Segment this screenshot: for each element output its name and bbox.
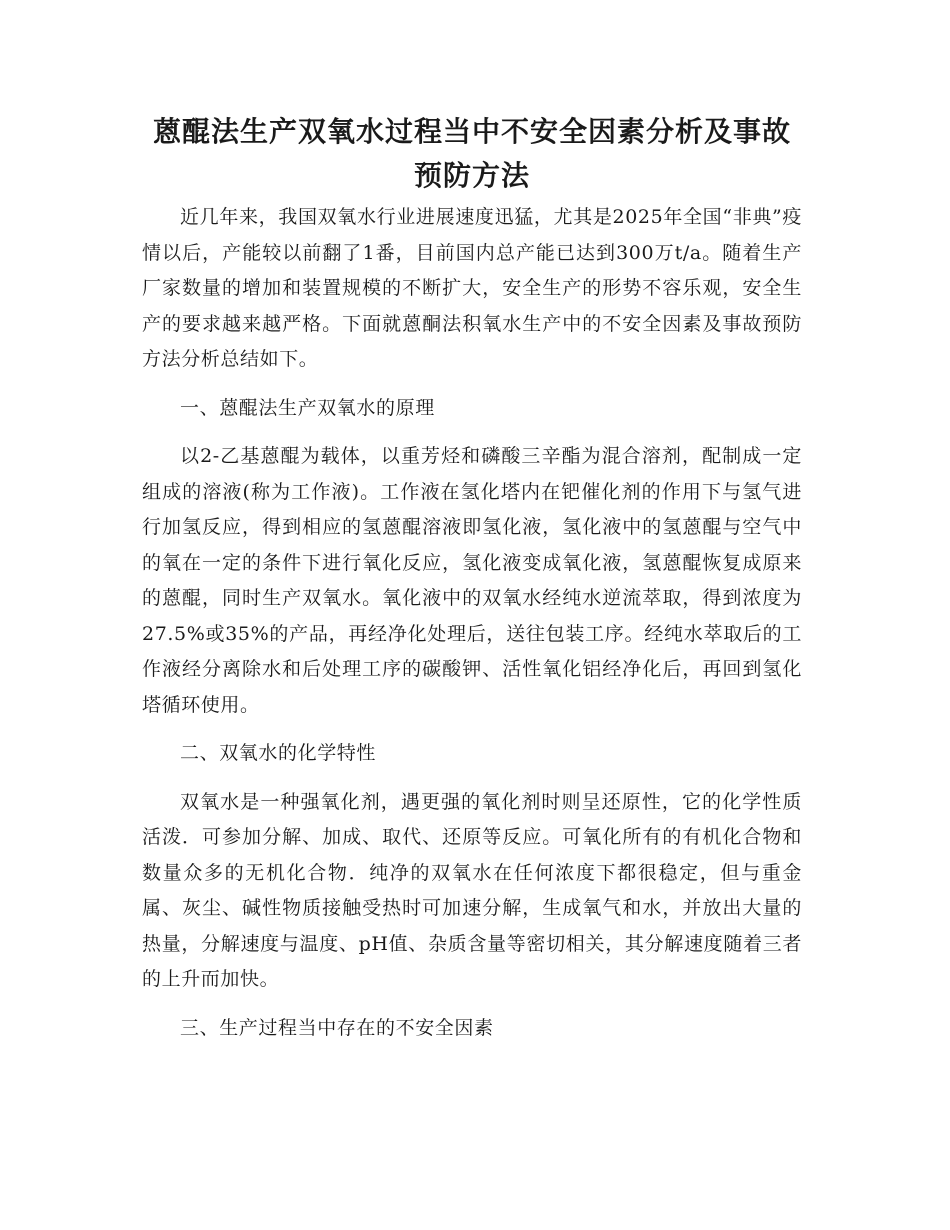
document-page bbox=[142, 110, 802, 1059]
section-heading-1: 一、蒽醌法生产双氧水的原理 bbox=[180, 396, 435, 419]
chemical-properties-paragraph: 双氧水是一种强氧化剂，遇更强的氧化剂时则呈还原性，它的化学性质活泼．可参加分解、加成、取代、还原等反应。可氧化所有的有机化合物和数量众多的无机化合物．纯净的双氧水在任何浓度下都很稳定，但与重金属、灰尘、碱性物质接触受热时可加速分解，生成氧气和水，并放出大量的热量，分解速度与温度、pH值、杂质含量等密切相关，其分解速度随着三者的上升而加快。 bbox=[142, 790, 802, 990]
intro-paragraph: 近几年来，我国双氧水行业进展速度迅猛，尤其是2025年全国“非典”疫情以后，产能较以前翻了1番，目前国内总产能已达到300万t/a。随着生产厂家数量的增加和装置规模的不断扩大，安全生产的形势不容乐观，安全生产的要求越来越严格。下面就蒽酮法积氧水生产中的不安全因素及事故预防方法分析总结如下。 bbox=[142, 206, 802, 370]
principle-paragraph: 以2-乙基蒽醌为载体，以重芳烃和磷酸三辛酯为混合溶剂，配制成一定组成的溶液(称为工作液)。工作液在氢化塔内在钯催化剂的作用下与氢气进行加氢反应，得到相应的氢蒽醌溶液即氢化液，氢化液中的氢蒽醌与空气中的氧在一定的条件下进行氧化反应，氢化液变成氧化液，氢蒽醌恢复成原来的蒽醌，同时生产双氧水。氧化液中的双氧水经纯水逆流萃取，得到浓度为27.5%或35%的产品，再经净化处理后，送往包装工序。经纯水萃取后的工作液经分离除水和后处理工序的碳酸钾、活性氧化铝经净化后，再回到氢化塔循环使用。 bbox=[142, 445, 802, 716]
section-heading-2: 二、双氧水的化学特性 bbox=[180, 742, 377, 764]
document-title: 蒽醌法生产双氧水过程当中不安全因素分析及事故预防方法 bbox=[152, 115, 791, 192]
section-heading-3: 三、生产过程当中存在的不安全因素 bbox=[180, 1016, 494, 1039]
